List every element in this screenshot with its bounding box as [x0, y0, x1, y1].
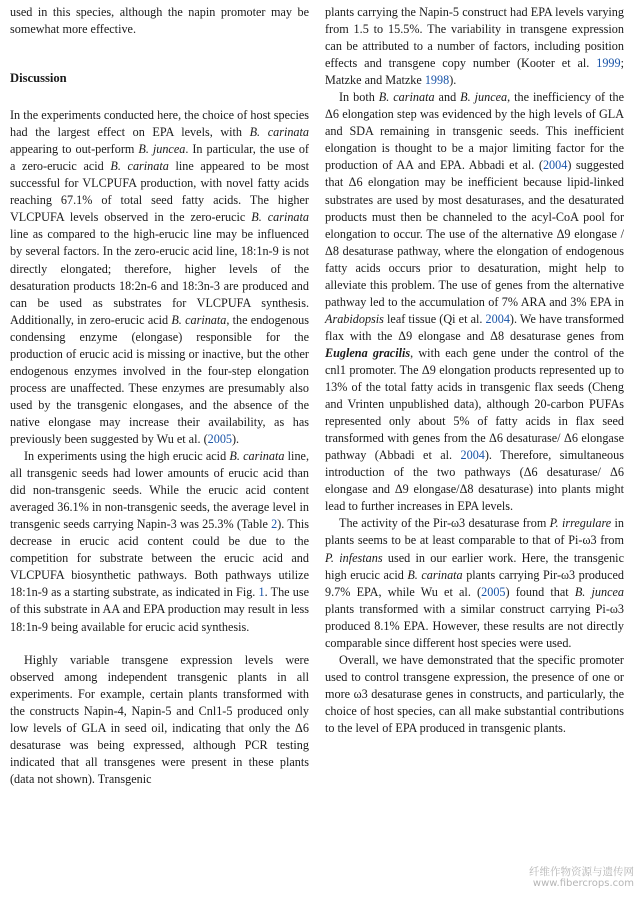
citation-link[interactable]: 2005 — [207, 431, 232, 446]
citation-link[interactable]: 2004 — [460, 448, 485, 463]
paragraph: In both B. carinata and B. juncea, the inefficiency of the Δ6 elongation step was evidenced by the high levels of GLA and SDA remaining in transgenic seeds. This inefficient elongation is thought to be a major limiting factor for the production of AA and EPA. Abbadi et al. (2004) suggested that Δ6 elongation may be inefficient because lipid-linked substrates are used by most desaturases, and the desaturated products must then be channeled to the acyl-CoA pool for elongation to occur. The use of the alternative Δ9 elongase /Δ8 desaturase pathway, where the elongation of endogenous fatty acids occurs prior to desaturation, might help to alleviate this problem. The use of genes from the alternative pathway led to the accumulation of 7% ARA and 3% EPA in Arabidopsis leaf tissue (Qi et al. 2004). We have transformed flax with the Δ9 elongase and Δ8 desaturase genes from Euglena gracilis, with each gene under the control of the cnl1 promoter. The Δ9 elongation products represented up to 13% of the total fatty acids in transgenic flax seeds (Cheng and Vrinten unpublished data), although 20-carbon PUFAs represented only about 5% of fatty acids in flax seed transformed with genes from the Δ6 desaturase/ Δ6 elongase pathway (Abbadi et al. 2004). Therefore, simultaneous introduction of the two pathways (Δ6 desaturase/ Δ6 elongase and Δ9 elongase/Δ8 desaturase) into plants might lead to further increases in EPA levels. — [325, 90, 624, 514]
intro-paragraph: used in this species, although the napin promoter may be somewhat more effective. — [10, 5, 309, 37]
paragraph: plants carrying the Napin-5 construct had EPA levels varying from 1.5 to 15.5%. The variability in transgene expression can be attributed to a number of factors, including position effects and transgene copy number (Kooter et al. 1999; Matzke and Matzke 1998). — [325, 5, 624, 88]
table-link[interactable]: 2 — [271, 517, 278, 532]
section-heading: Discussion — [10, 71, 67, 86]
citation-link[interactable]: 1998 — [424, 73, 450, 88]
paragraph: In experiments using the high erucic acid B. carinata line, all transgenic seeds had lower amounts of erucic acid than did non-transgenic seeds. While the erucic acid content averaged 36.1% in non-transgenic seeds, the average level in transgenic seeds carrying Napin-3 was 25.3% (Table 2). This decrease in erucic acid content could be due to the competition for substrate between the erucic acid and VLCPUFA biosynthetic pathways. Both pathways utilize 18:1n-9 as a starting substrate, as indicated in Fig. 1. The use of this substrate in AA and EPA production may result in less 18:1n-9 being available for erucic acid synthesis. — [10, 449, 309, 634]
right-column — [325, 4, 624, 900]
watermark-url: www.fibercrops.com — [532, 878, 634, 889]
citation-link[interactable]: 2004 — [485, 311, 510, 326]
watermark — [529, 866, 634, 890]
paragraph: In the experiments conducted here, the choice of host species had the largest effect on EPA levels, with B. carinata appearing to out-perform B. juncea. In particular, the use of a zero-erucic acid B. carinata line appeared to be most successful for VLCPUFA production, with novel fatty acids reaching 67.1% of total seed fatty acids. The higher VLCPUFA levels observed in the zero-erucic B. carinata line as compared to the high-erucic line may be influenced by several factors. In the zero-erucic acid line, 18:1n-9 is not directly elongated; therefore, higher levels of the desaturation products 18:2n-6 and 18:3n-3 are produced and can be used as substrates for VLCPUFA synthesis. Additionally, in zero-erucic acid B. carinata, the endogenous condensing enzyme (elongase) responsible for the production of erucic acid is missing or inactive, but the other endogenous enzymes involved in the four-step elongation process are unaffected. These enzymes are presumably also used by the transgenic elongases, and the absence of the native elongase may increase their availability, as has previously been suggested by Wu et al. (2005). — [10, 108, 310, 446]
paragraph: Overall, we have demonstrated that the specific promoter used to control transgene expression, the presence of one or more ω3 desaturase genes in constructs, and particularly, the choice of host species, can all make substantial contributions to the level of EPA produced in transgenic plants. — [325, 652, 624, 735]
citation-link[interactable]: 2004 — [542, 158, 568, 173]
paragraph: The activity of the Pir-ω3 desaturase from P. irregulare in plants seems to be at least comparable to that of Pi-ω3 from P. infestans used in our earlier work. Here, the transgenic high erucic acid B. carinata plants carrying Pir-ω3 produced 9.7% EPA, while Wu et al. (2005) found that B. juncea plants transformed with a similar construct carrying Pi-ω3 produced 8.1% EPA. However, these results are not directly comparable since different host species were used. — [325, 516, 624, 650]
paragraph: Highly variable transgene expression levels were observed among independent transgenic plants in all experiments. For example, certain plants transformed with the constructs Napin-4, Napin-5 and Cnl1-5 produced only low levels of GLA in seed oil, indicating that only the Δ6 desaturase was being expressed, although PCR testing indicated that all transgenes were present in these plants (data not shown). Transgenic — [10, 652, 309, 786]
figure-link[interactable]: 1 — [258, 585, 265, 600]
citation-link[interactable]: 2005 — [481, 584, 506, 599]
watermark-title: 纤维作物资源与遗传网 — [529, 866, 634, 878]
citation-link[interactable]: 1999 — [596, 56, 621, 71]
left-column — [10, 4, 309, 900]
